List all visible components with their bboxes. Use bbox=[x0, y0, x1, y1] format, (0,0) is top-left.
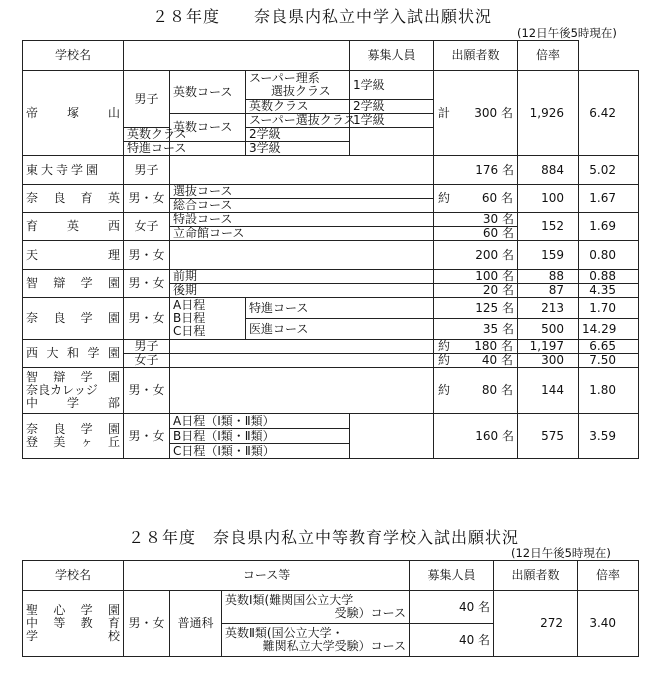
header-applicants: 出願者数 bbox=[434, 41, 518, 71]
ratio-cell: 5.02 bbox=[579, 156, 639, 185]
table-row bbox=[23, 213, 639, 227]
timestamp-note-2: (12日午後5時現在) bbox=[511, 546, 611, 560]
capacity-cell: 30 名 bbox=[434, 213, 518, 227]
class-label: スーパー選抜クラス bbox=[246, 114, 350, 128]
applicants-cell: 87 bbox=[518, 284, 579, 298]
header-course: コース等 bbox=[124, 561, 410, 591]
applicants-cell: 300 bbox=[518, 354, 579, 368]
header-ratio: 倍率 bbox=[518, 41, 579, 71]
ratio-cell: 7.50 bbox=[579, 354, 639, 368]
table-row bbox=[23, 156, 639, 185]
applicants-cell: 213 bbox=[518, 298, 579, 319]
applicants-cell: 884 bbox=[518, 156, 579, 185]
course-label: 英数Ⅰ類(難関国公立大学 受験）コース bbox=[222, 591, 410, 624]
header-school: 学校名 bbox=[23, 41, 124, 71]
course-label: 特設コース bbox=[170, 213, 434, 227]
applicants-cell: 159 bbox=[518, 241, 579, 270]
ratio-cell: 1.70 bbox=[579, 298, 639, 319]
ratio-cell: 6.65 bbox=[579, 340, 639, 354]
secondary-school-table bbox=[22, 560, 639, 657]
course-blank bbox=[170, 368, 434, 414]
table-row bbox=[23, 270, 639, 284]
class-size: 2学級 bbox=[246, 128, 350, 142]
capacity-cell: 約 60 名 bbox=[434, 185, 518, 213]
capacity-cell: 約 40 名 bbox=[434, 354, 518, 368]
course-label: 後期 bbox=[170, 284, 434, 298]
capacity-cell: 40 名 bbox=[410, 624, 494, 657]
course-blank bbox=[350, 414, 434, 459]
table-row bbox=[23, 71, 639, 100]
applicants-cell: 500 bbox=[518, 319, 579, 340]
school-name-naragakuen: 奈 良 学 園 bbox=[23, 298, 124, 340]
capacity-cell: 160 名 bbox=[434, 414, 518, 459]
gender-label: 女子 bbox=[124, 354, 170, 368]
course-label: 選抜コース bbox=[170, 185, 434, 199]
header-school: 学校名 bbox=[23, 561, 124, 591]
school-name-tomigaoka: 奈 良 学 園 登 美 ヶ 丘 bbox=[23, 414, 124, 459]
header-applicants: 出願者数 bbox=[494, 561, 578, 591]
class-size: 3学級 bbox=[246, 142, 350, 156]
gender-label: 男・女 bbox=[124, 368, 170, 414]
capacity-cell: 60 名 bbox=[434, 227, 518, 241]
header-row bbox=[23, 561, 639, 591]
table-row bbox=[23, 368, 639, 414]
header-capacity: 募集人員 bbox=[350, 41, 434, 71]
page-title-secondary-school: ２８年度 奈良県内私立中等教育学校入試出願状況 bbox=[128, 528, 520, 547]
capacity-cell: 100 名 bbox=[434, 270, 518, 284]
page-title-middle-school: ２８年度 奈良県内私立中学入試出願状況 bbox=[152, 7, 493, 26]
header-capacity: 募集人員 bbox=[410, 561, 494, 591]
ratio-cell: 14.29 bbox=[579, 319, 639, 340]
course-label: C日程（Ⅰ類・Ⅱ類） bbox=[170, 444, 350, 459]
course-blank bbox=[170, 241, 434, 270]
school-name-seishin: 聖 心 学 園 中 等 教 育 学 校 bbox=[23, 591, 124, 657]
capacity-cell: 約 180 名 bbox=[434, 340, 518, 354]
capacity-cell: 約 80 名 bbox=[434, 368, 518, 414]
capacity-cell: 35 名 bbox=[434, 319, 518, 340]
school-name-todaiji: 東大寺学園 bbox=[23, 156, 124, 185]
course-label: 総合コース bbox=[170, 199, 434, 213]
school-name-naraikuei: 奈 良 育 英 bbox=[23, 185, 124, 213]
header-blank bbox=[124, 41, 350, 71]
gender-label: 女子 bbox=[124, 213, 170, 241]
school-name-tenri: 天 理 bbox=[23, 241, 124, 270]
ratio-cell: 6.42 bbox=[579, 71, 639, 156]
gender-label: 男子 bbox=[124, 156, 170, 185]
capacity-cell: 200 名 bbox=[434, 241, 518, 270]
course-label: B日程（Ⅰ類・Ⅱ類） bbox=[170, 429, 350, 444]
course-label: A日程（Ⅰ類・Ⅱ類） bbox=[170, 414, 350, 429]
applicants-cell: 1,197 bbox=[518, 340, 579, 354]
applicants-cell: 88 bbox=[518, 270, 579, 284]
course-blank bbox=[170, 156, 434, 185]
school-name-chiben: 智 辯 学 園 bbox=[23, 270, 124, 298]
gender-label: 男・女 bbox=[124, 185, 170, 213]
gender-label: 男・女 bbox=[124, 241, 170, 270]
middle-school-table bbox=[22, 40, 639, 459]
class-size: 1学級 bbox=[350, 71, 434, 100]
ratio-cell: 1.67 bbox=[579, 185, 639, 213]
school-name-ikueinishi: 育 英 西 bbox=[23, 213, 124, 241]
gender-label: 男・女 bbox=[124, 414, 170, 459]
course-label: 医進コース bbox=[246, 319, 434, 340]
class-label: 英数クラス bbox=[124, 128, 170, 142]
table-row bbox=[23, 340, 639, 354]
gender-label: 男・女 bbox=[124, 270, 170, 298]
table-row bbox=[23, 591, 639, 624]
ratio-cell: 4.35 bbox=[579, 284, 639, 298]
course-label: 特進コース bbox=[124, 142, 170, 156]
applicants-cell: 272 bbox=[494, 591, 578, 657]
course-label: 前期 bbox=[170, 270, 434, 284]
course-label: 特進コース bbox=[246, 298, 434, 319]
gender-label: 男・女 bbox=[124, 298, 170, 340]
applicants-cell: 152 bbox=[518, 213, 579, 241]
course-label: 立命館コース bbox=[170, 227, 434, 241]
exam-days: A日程 B日程 C日程 bbox=[170, 298, 246, 340]
course-label: 英数コース bbox=[170, 114, 246, 142]
table-row bbox=[23, 185, 639, 199]
school-name-tezukayama: 帝 塚 山 bbox=[23, 71, 124, 156]
ratio-cell: 0.80 bbox=[579, 241, 639, 270]
school-name-nishiyamato: 西 大 和 学 園 bbox=[23, 340, 124, 368]
applicants-cell: 1,926 bbox=[518, 71, 579, 156]
ratio-cell: 0.88 bbox=[579, 270, 639, 284]
class-label: スーパー理系 選抜クラス bbox=[246, 71, 350, 100]
table-row bbox=[23, 414, 639, 429]
gender-label: 男子 bbox=[124, 71, 170, 128]
capacity-cell: 20 名 bbox=[434, 284, 518, 298]
ratio-cell: 3.59 bbox=[579, 414, 639, 459]
capacity-cell: 計 300 名 bbox=[434, 71, 518, 156]
header-ratio: 倍率 bbox=[578, 561, 639, 591]
school-name-chiben-college: 智 辯 学 園 奈良カレッジ 中 学 部 bbox=[23, 368, 124, 414]
capacity-cell: 125 名 bbox=[434, 298, 518, 319]
applicants-cell: 575 bbox=[518, 414, 579, 459]
course-label: 英数Ⅱ類(国公立大学・ 難関私立大学受験）コース bbox=[222, 624, 410, 657]
course-blank bbox=[170, 354, 434, 368]
ratio-cell: 1.69 bbox=[579, 213, 639, 241]
gender-label: 男子 bbox=[124, 340, 170, 354]
ratio-cell: 1.80 bbox=[579, 368, 639, 414]
table-row bbox=[23, 241, 639, 270]
applicants-cell: 100 bbox=[518, 185, 579, 213]
course-label: 英数コース bbox=[170, 71, 246, 114]
class-label: 英数クラス bbox=[246, 100, 350, 114]
ratio-cell: 3.40 bbox=[578, 591, 639, 657]
class-size: 2学級 bbox=[350, 100, 434, 114]
capacity-cell: 40 名 bbox=[410, 591, 494, 624]
applicants-cell: 144 bbox=[518, 368, 579, 414]
gender-label: 男・女 bbox=[124, 591, 170, 657]
capacity-cell: 176 名 bbox=[434, 156, 518, 185]
timestamp-note-1: (12日午後5時現在) bbox=[517, 26, 617, 40]
course-blank bbox=[170, 340, 434, 354]
course-type: 普通科 bbox=[170, 591, 222, 657]
table-row bbox=[23, 298, 639, 319]
class-size: 1学級 bbox=[350, 114, 434, 128]
header-row bbox=[23, 41, 639, 71]
